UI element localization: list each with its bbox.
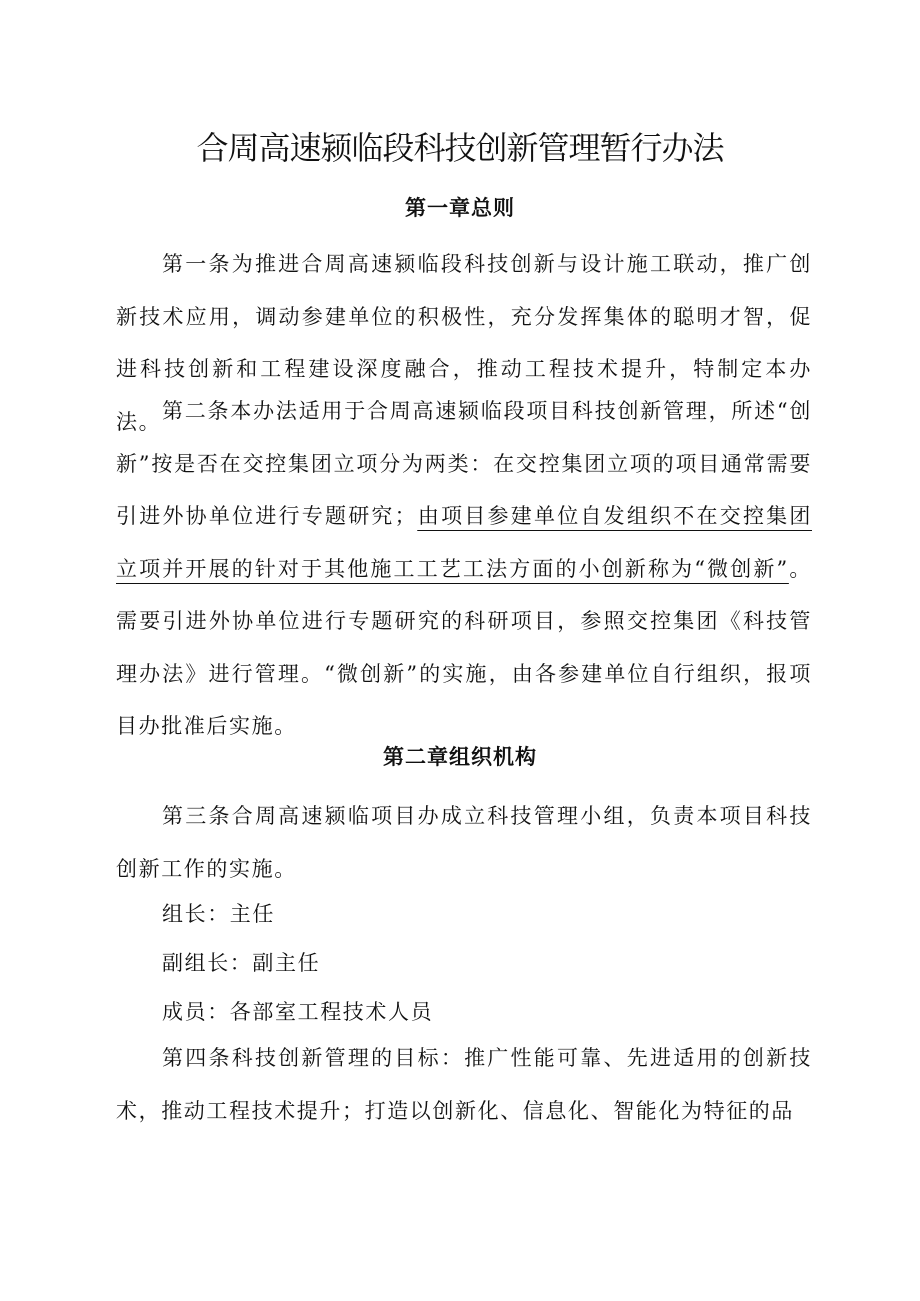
article-2-underlined-text: 由项目参建单位自发组织不在交控集团立项并开展的针对于其他施工工艺工法方面的小创新称为“微创新” <box>116 504 812 581</box>
article-2 <box>116 385 812 753</box>
members-line: 成员：各部室工程技术人员 <box>162 1000 434 1024</box>
article-2-text-before: 第二条本办法适用于合周高速颍临段项目科技创新管理，所述“创新”按是否在交控集团立项分为两类：在交控集团立项的项目通常需要引进外协单位进行专题研究； <box>116 399 812 528</box>
article-2-text-after: 。需要引进外协单位进行专题研究的科研项目，参照交控集团《科技管理办法》进行管理。“微创新”的实施，由各参建单位自行组织，报项目办批准后实施。 <box>116 556 812 738</box>
chapter-2-heading: 第二章组织机构 <box>383 744 537 769</box>
article-1: 第一条为推进合周高速颍临段科技创新与设计施工联动，推广创新技术应用，调动参建单位的积极性，充分发挥集体的聪明才智，促进科技创新和工程建设深度融合，推动工程技术提升，特制定本办法。 <box>116 252 812 434</box>
group-leader-line: 组长：主任 <box>162 902 275 926</box>
chapter-1-heading: 第一章总则 <box>405 195 515 220</box>
document-title: 合周高速颍临段科技创新管理暂行办法 <box>196 129 724 167</box>
deputy-leader-line: 副组长：副主任 <box>162 951 321 975</box>
article-4: 第四条科技创新管理的目标：推广性能可靠、先进适用的创新技术，推动工程技术提升；打造以创新化、信息化、智能化为特征的品 <box>116 1046 812 1123</box>
article-3: 第三条合周高速颍临项目办成立科技管理小组，负责本项目科技创新工作的实施。 <box>116 804 812 881</box>
